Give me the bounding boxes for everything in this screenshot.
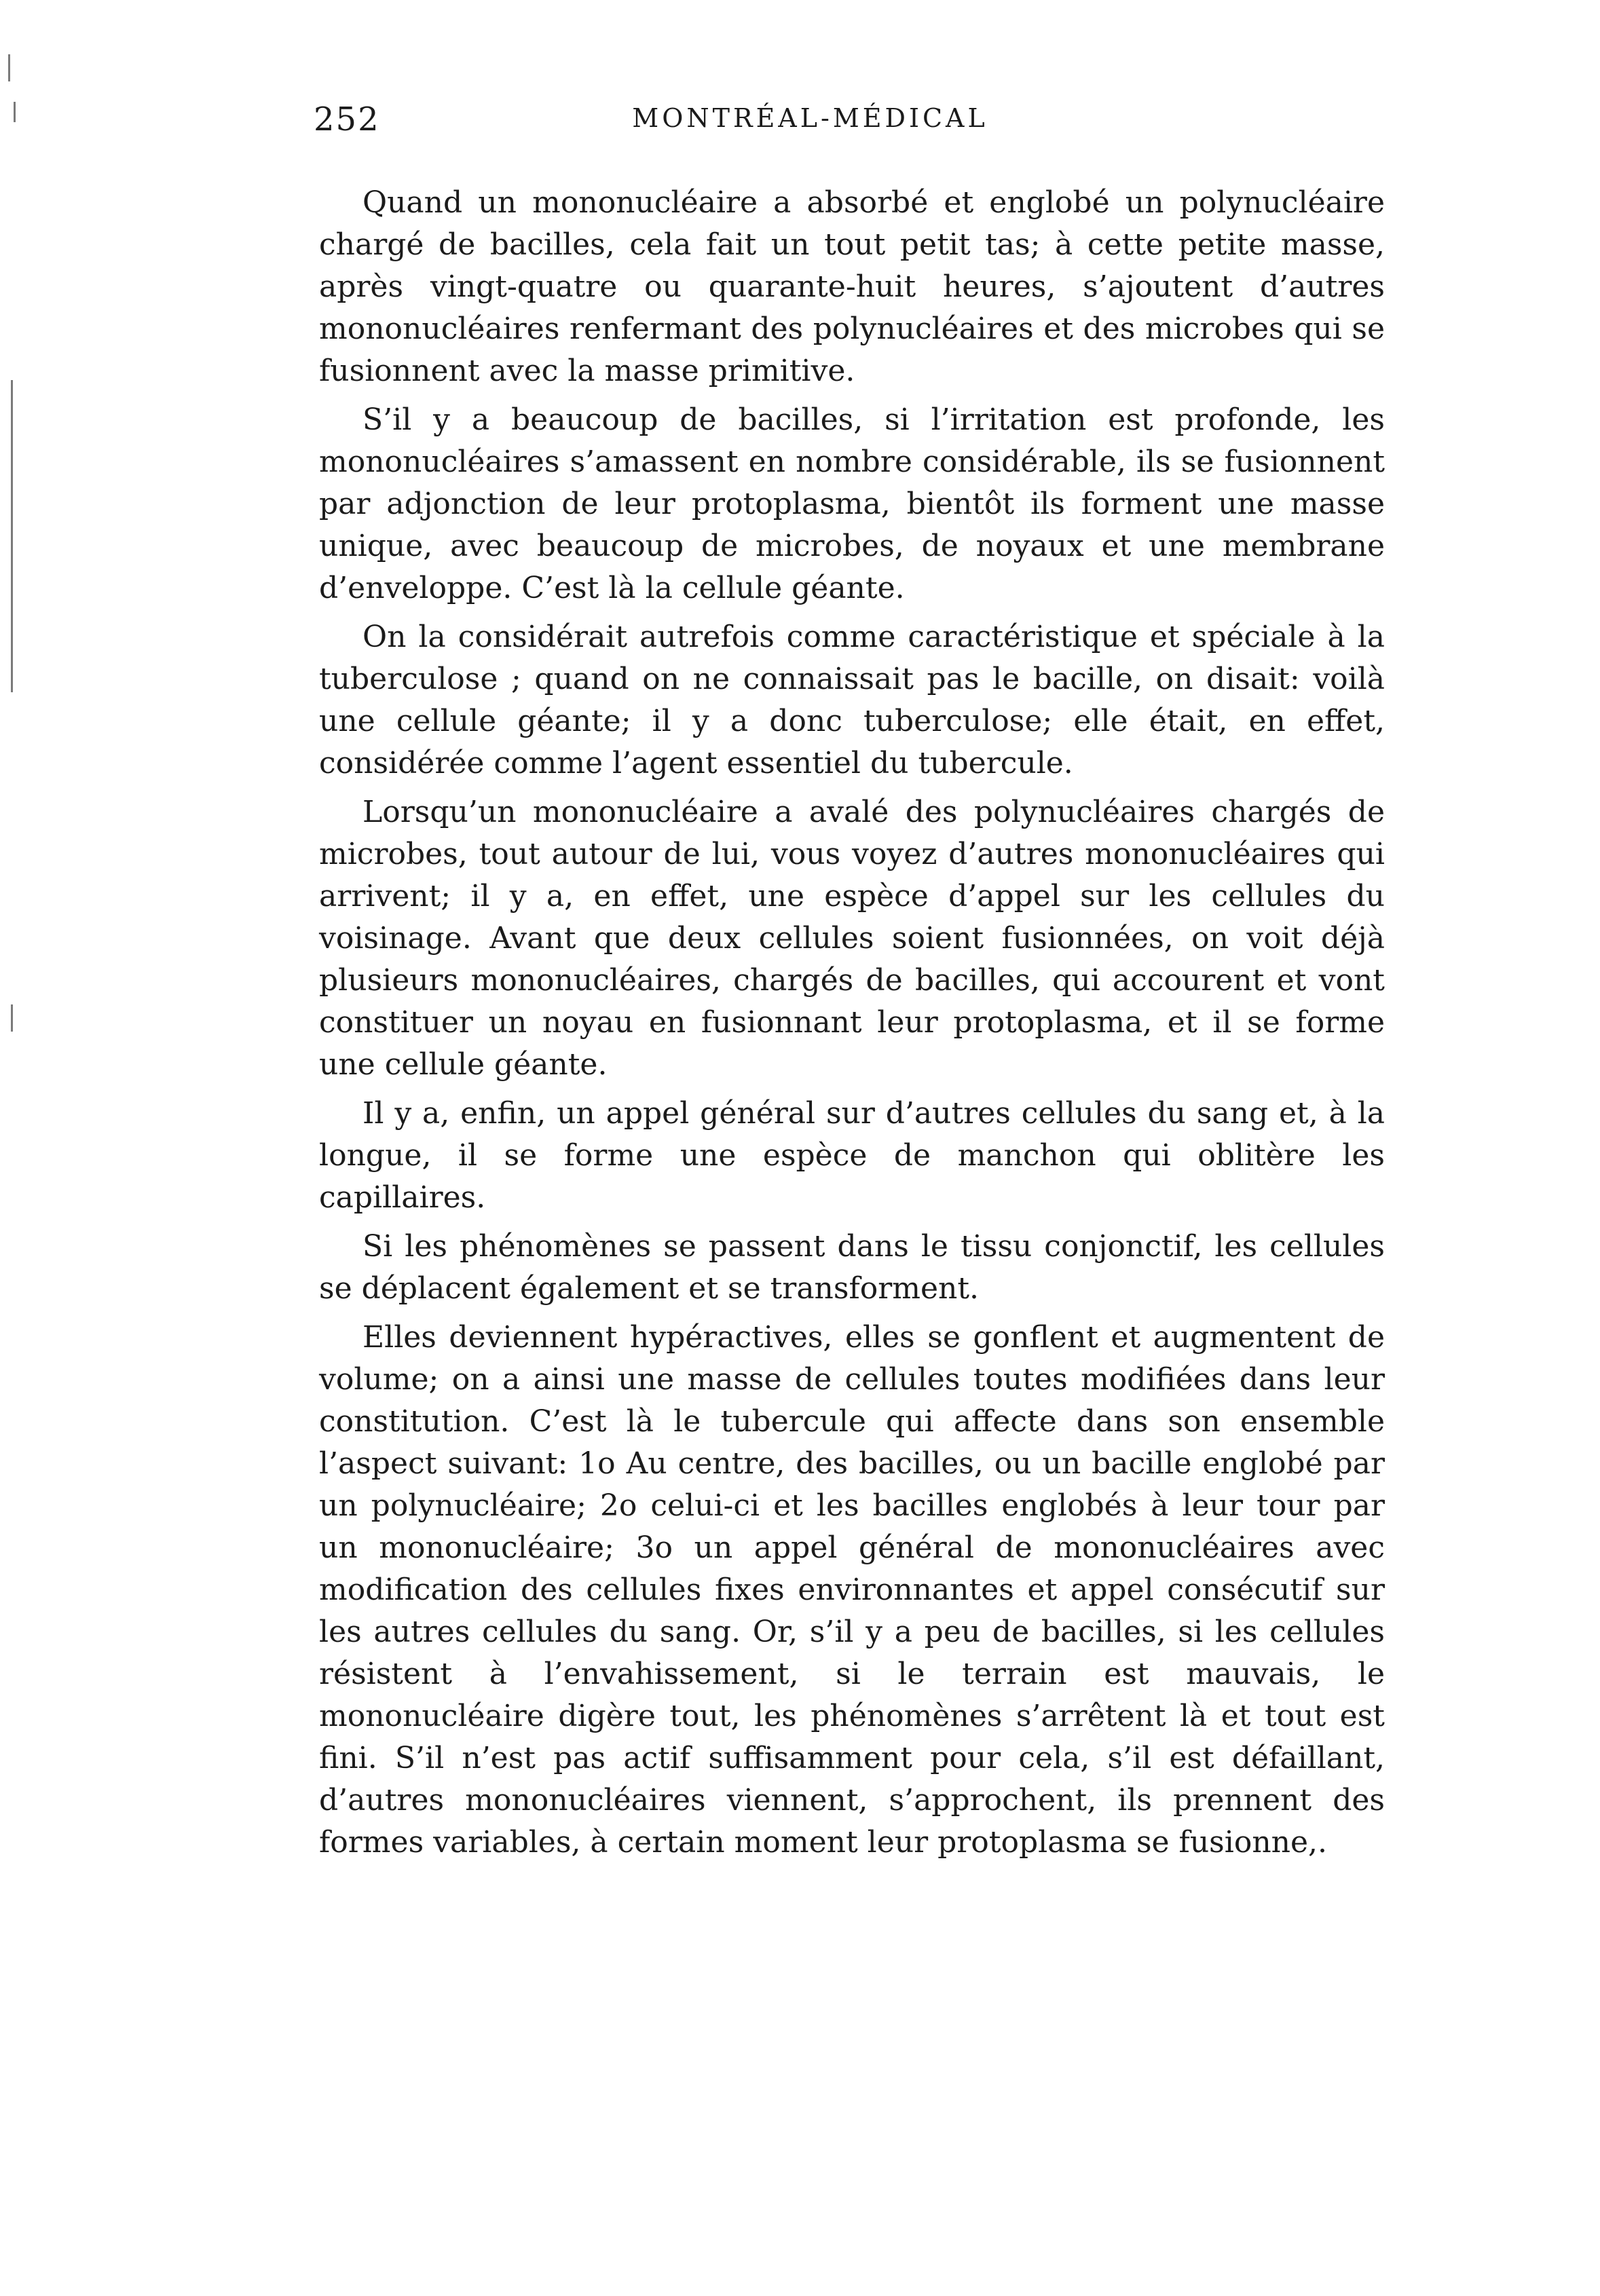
paragraph: Quand un mononucléaire a absorbé et englobé un polynucléaire chargé de bacilles, cela fait un tout petit tas; à cette petite masse, après vingt-quatre ou quarante-huit heures, s’ajoutent d’autres mononucléaires renfermant des polynucléaires et des microbes qui se fusionnent avec la masse primitive. (319, 185, 1385, 388)
paragraph: Elles deviennent hypéractives, elles se gonflent et augmentent de volume; on a ainsi une masse de cellules toutes modifiées dans leur constitution. C’est là le tubercule qui affecte dans son ensemble l’aspect suivant: 1o Au centre, des bacilles, ou un bacille englobé par un polynucléaire; 2o celui-ci et les bacilles englobés à leur tour par un mononucléaire; 3o un appel général de mononucléaires avec modification des cellules fixes environnantes et appel consécutif sur les autres cellules du sang. Or, s’il y a peu de bacilles, si les cellules résistent à l’envahissement, si le terrain est mauvais, le mononucléaire digère tout, les phénomènes s’arrêtent là et tout est fini. S’il n’est pas actif suffisamment pour cela, s’il est défaillant, d’autres mononucléaires viennent, s’approchent, ils prennent des formes variables, à certain moment leur protoplasma se fusionne,. (319, 1320, 1385, 1860)
paragraph: Lorsqu’un mononucléaire a avalé des polynucléaires chargés de microbes, tout autour de lui, vous voyez d’autres mononucléaires qui arrivent; il y a, en effet, une espèce d’appel sur les cellules du voisinage. Avant que deux cellules soient fusionnées, on voit déjà plusieurs mononucléaires, chargés de bacilles, qui accourent et vont constituer un noyau en fusionnant leur protoplasma, et il se forme une cellule géante. (319, 795, 1385, 1082)
page-number: 252 (314, 100, 380, 138)
scan-margin-marks (7, 0, 34, 2296)
paragraph: Si les phénomènes se passent dans le tissu conjonctif, les cellules se déplacent également et se transforment. (319, 1229, 1385, 1306)
body-text (319, 182, 1385, 1870)
paragraph: On la considérait autrefois comme caractéristique et spéciale à la tuberculose ; quand on ne connaissait pas le bacille, on disait: voilà une cellule géante; il y a donc tuberculose; elle était, en effet, considérée comme l’agent essentiel du tubercule. (319, 620, 1385, 780)
paragraph: Il y a, enfin, un appel général sur d’autres cellules du sang et, à la longue, il se forme une espèce de manchon qui oblitère les capillaires. (319, 1096, 1385, 1215)
running-title: MONTRÉAL-MÉDICAL (632, 103, 988, 133)
paragraph: S’il y a beaucoup de bacilles, si l’irritation est profonde, les mononucléaires s’amassent en nombre considérable, ils se fusionnent par adjonction de leur protoplasma, bientôt ils forment une masse unique, avec beaucoup de microbes, de noyaux et une membrane d’enveloppe. C’est là la cellule géante. (319, 402, 1385, 605)
